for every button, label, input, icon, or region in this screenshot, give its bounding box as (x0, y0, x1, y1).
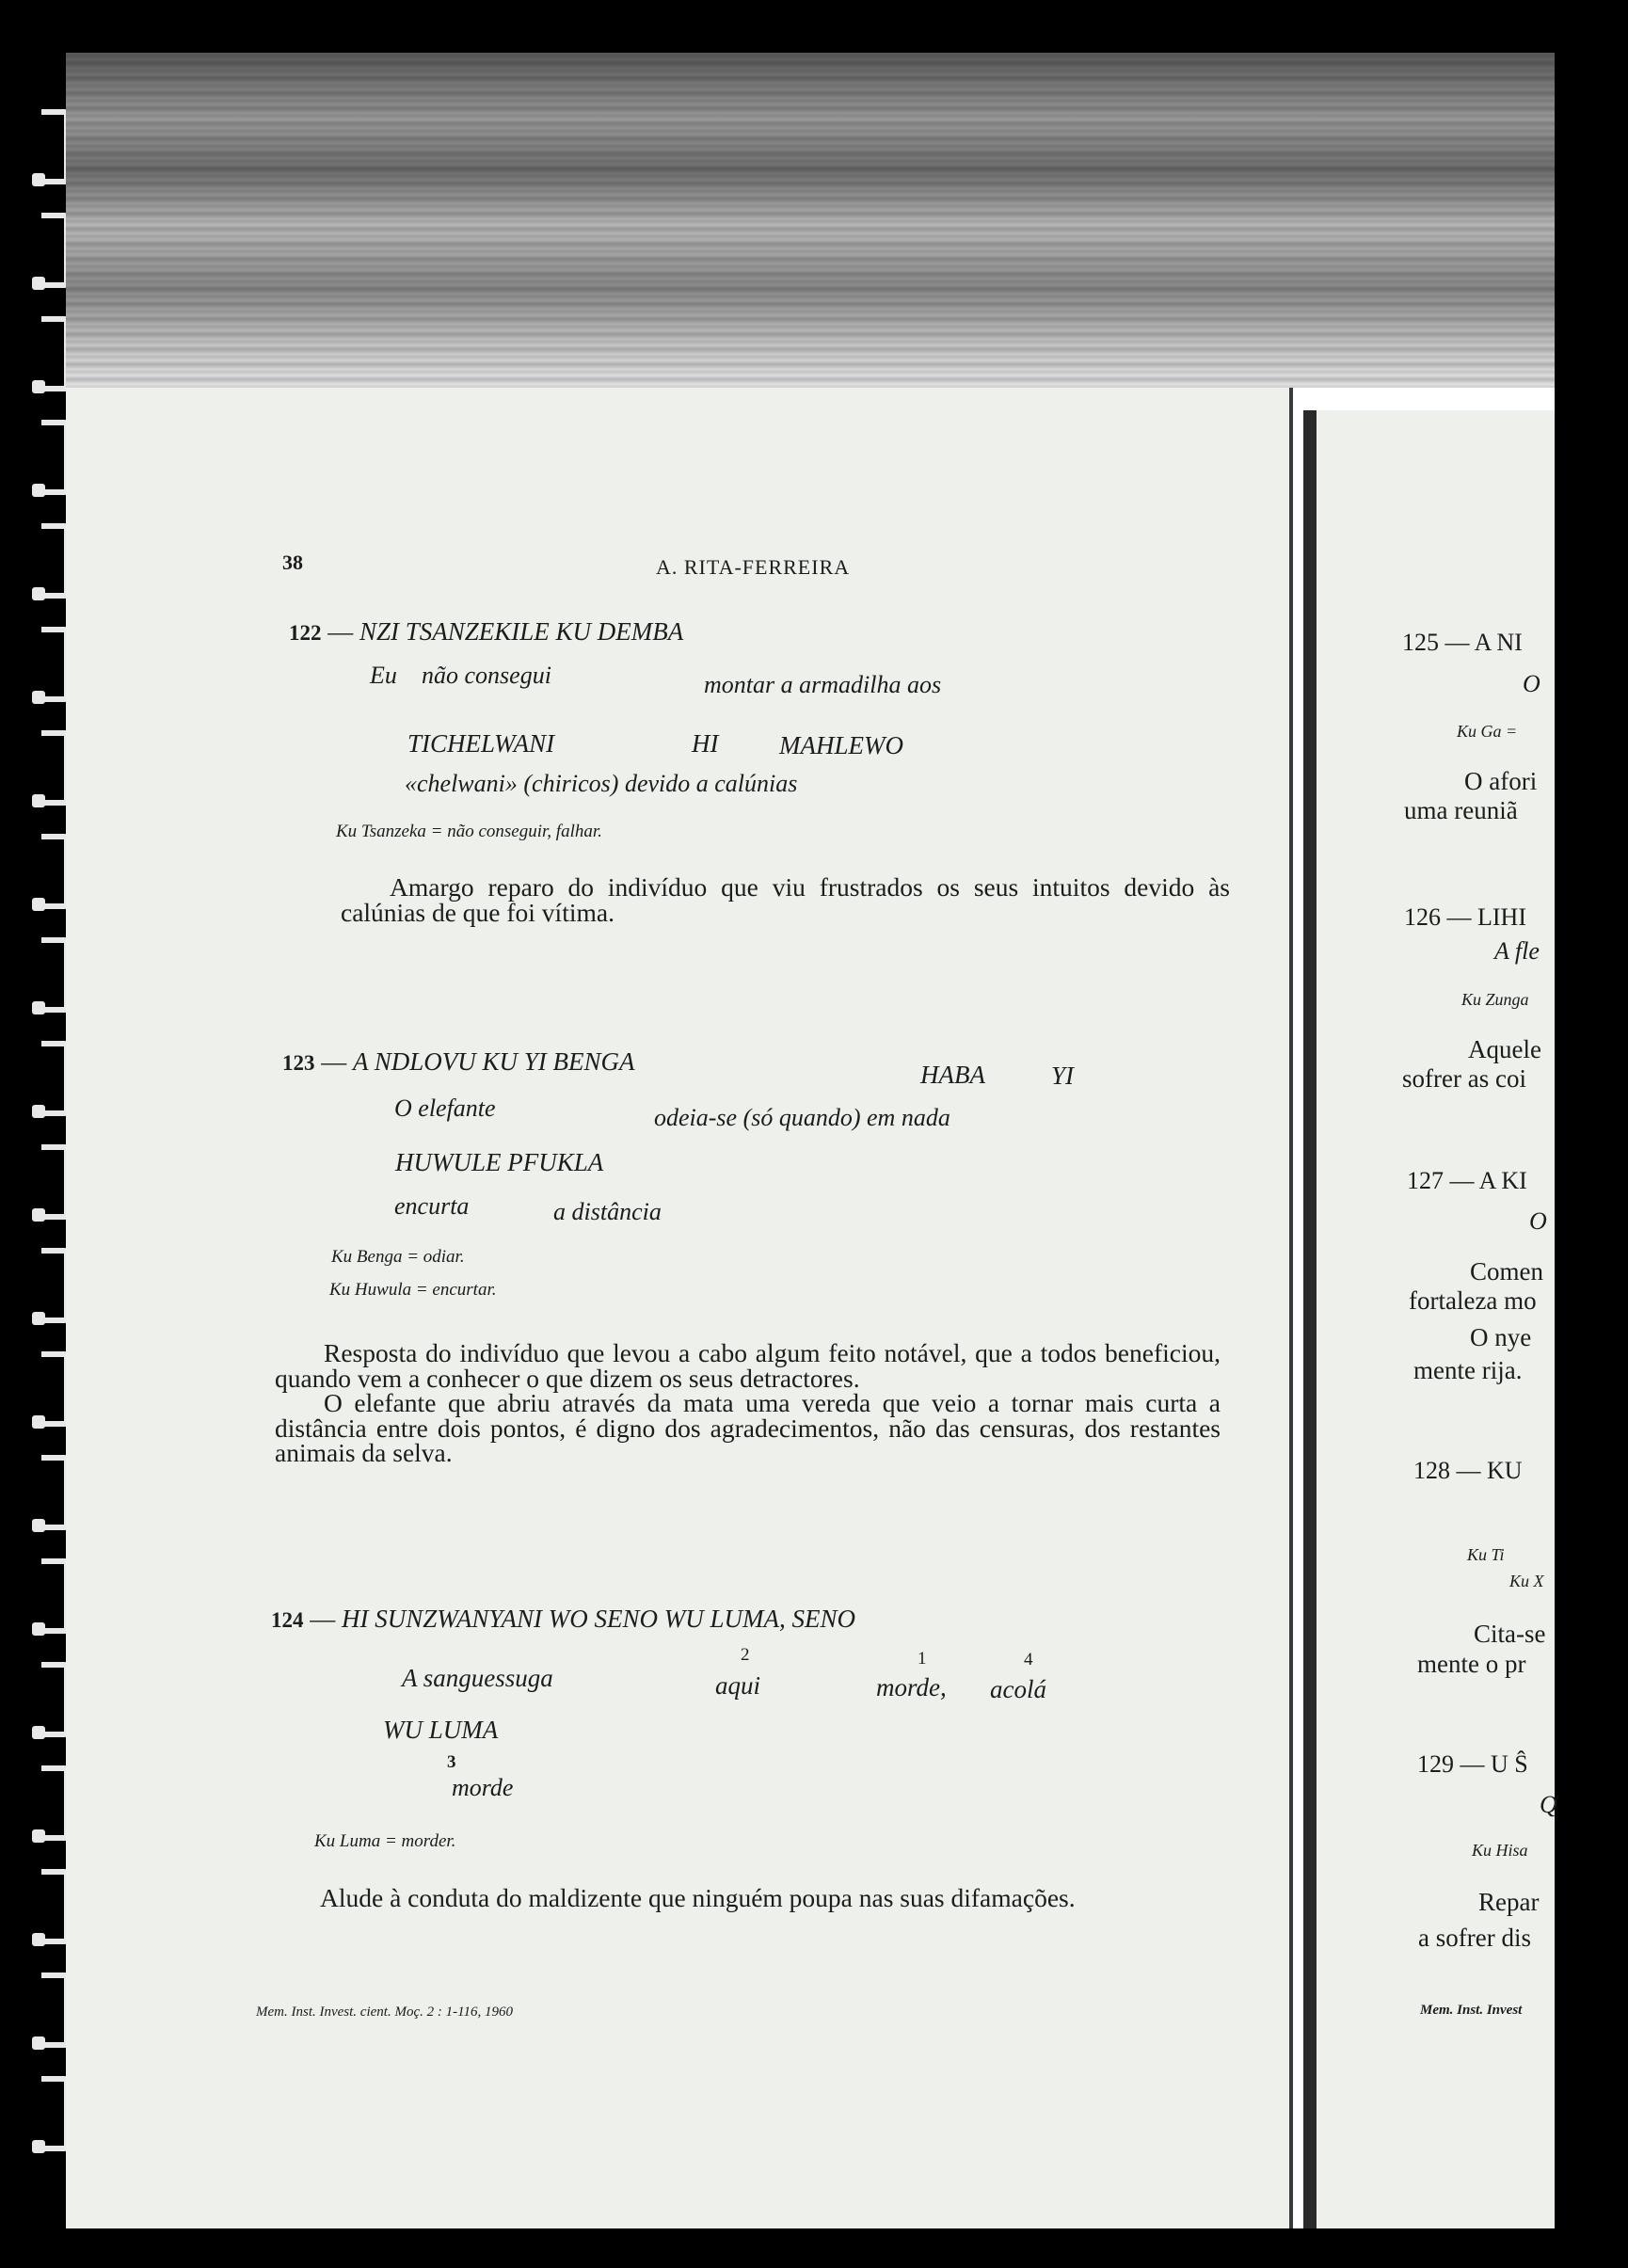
gloss-word: montar a armadilha aos (704, 671, 942, 698)
gloss-word: O elefante (394, 1094, 496, 1122)
gloss-word: acolá (990, 1675, 1046, 1703)
native-word: TICHELWANI (407, 729, 555, 758)
fragment: 128 — KU (1413, 1457, 1523, 1484)
gloss-word: morde (452, 1774, 514, 1801)
superscript-number: 3 (447, 1752, 456, 1772)
fragment: Comen (1470, 1257, 1543, 1286)
fragment: Ku Zunga (1461, 990, 1529, 1009)
gloss-word: encurta (394, 1192, 470, 1220)
fragment: O afori (1464, 767, 1538, 795)
native-word: HI (692, 729, 719, 758)
vocab-note: Ku Benga = odiar. (331, 1247, 465, 1267)
superscript-number: 1 (918, 1649, 927, 1669)
gloss-word: A sanguessuga (402, 1664, 553, 1692)
fragment: A fle (1494, 937, 1540, 965)
gloss-word: Eu (370, 662, 397, 689)
fragment: 127 — A KI (1407, 1167, 1527, 1194)
fragment: sofrer as coi (1402, 1064, 1526, 1093)
proverb-number: 122 (289, 621, 322, 645)
right-page-fragment (1303, 410, 1555, 2228)
page-number: 38 (282, 551, 303, 574)
commentary-text: Resposta do indivíduo que levou a cabo algum feito notável, que a todos beneficiou, quando vem a conhecer o que dizem os seus detractores. (275, 1338, 1221, 1393)
commentary (341, 872, 1230, 927)
footer-citation: Mem. Inst. Invest. cient. Moç. 2 : 1-116, 1960 (256, 2004, 513, 2020)
native-word: HABA (920, 1061, 985, 1089)
commentary-text: O elefante que abriu através da mata uma vereda que veio a tornar mais curta a distância entre dois pontos, é digno dos agradecimentos, não das censuras, dos restantes animais da selva. (275, 1388, 1221, 1467)
left-page (66, 388, 1293, 2228)
fragment: mente o pr (1417, 1650, 1526, 1678)
vocab-note: Ku Luma = morder. (314, 1831, 456, 1851)
vocab-note: Ku Tsanzeka = não conseguir, falhar. (336, 822, 602, 841)
native-word: HUWULE PFUKLA (395, 1148, 604, 1176)
fragment: O (1529, 1207, 1547, 1235)
proverb-number: 124 (271, 1608, 304, 1632)
proverb-native-line: HI SUNZWANYANI WO SENO WU LUMA, SENO (342, 1605, 855, 1633)
proverb-122-heading: 122 — NZI TSANZEKILE KU DEMBA (289, 617, 684, 646)
commentary (275, 1338, 1221, 1467)
fragment: Aquele (1468, 1035, 1541, 1063)
gloss-word: a distância (553, 1198, 662, 1225)
commentary (271, 1883, 1212, 1912)
fragment: Ku Ti (1467, 1545, 1505, 1564)
superscript-number: 4 (1024, 1650, 1033, 1669)
fragment: mente rija. (1413, 1356, 1523, 1384)
proverb-123-heading: 123 — A NDLOVU KU YI BENGA (282, 1047, 635, 1076)
gloss-line: «chelwani» (chiricos) devido a calúnias (405, 770, 798, 797)
fragment: uma reuniã (1404, 796, 1518, 824)
gloss-word: morde, (876, 1673, 947, 1701)
fragment: Cita-se (1474, 1620, 1546, 1648)
native-word: YI (1051, 1062, 1075, 1090)
gloss-word: aqui (715, 1671, 761, 1700)
fragment: Ku X (1509, 1572, 1544, 1590)
fragment: O nye (1470, 1323, 1532, 1351)
vocab-note: Ku Huwula = encurtar. (329, 1280, 497, 1300)
fragment: Repar (1478, 1888, 1540, 1916)
proverb-number: 123 (282, 1051, 315, 1075)
native-word: WU LUMA (383, 1716, 499, 1744)
fragment: a sofrer dis (1418, 1924, 1531, 1952)
scanner-banding (66, 53, 1555, 388)
fragment: O (1523, 670, 1540, 697)
gloss-word: odeia-se (só quando) em nada (654, 1104, 950, 1131)
fragment: 129 — U Ŝ (1417, 1750, 1528, 1778)
fragment: Ku Ga = (1457, 722, 1518, 741)
running-head: A. RITA-FERREIRA (656, 555, 851, 579)
superscript-number: 2 (741, 1645, 750, 1665)
proverb-native-line: A NDLOVU KU YI BENGA (353, 1047, 635, 1076)
proverb-native-line: NZI TSANZEKILE KU DEMBA (359, 617, 684, 646)
fragment: 125 — A NI (1402, 629, 1523, 656)
proverb-124-heading: 124 — HI SUNZWANYANI WO SENO WU LUMA, SENO (271, 1605, 855, 1633)
fragment: 126 — LIHI (1404, 903, 1526, 931)
commentary-text: Amargo reparo do indivíduo que viu frustrados os seus intuitos devido às calúnias de que foi vítima. (341, 872, 1230, 927)
fragment: Mem. Inst. Invest (1420, 2003, 1523, 2018)
gloss-word: não consegui (422, 662, 551, 689)
fragment: Ku Hisa (1472, 1841, 1528, 1860)
native-word: MAHLEWO (779, 731, 903, 759)
spiral-binding (0, 53, 66, 2228)
commentary-text: Alude à conduta do maldizente que ninguém poupa nas suas difamações. (320, 1883, 1076, 1912)
fragment: fortaleza mo (1409, 1286, 1537, 1315)
fragment: Q (1540, 1791, 1557, 1818)
